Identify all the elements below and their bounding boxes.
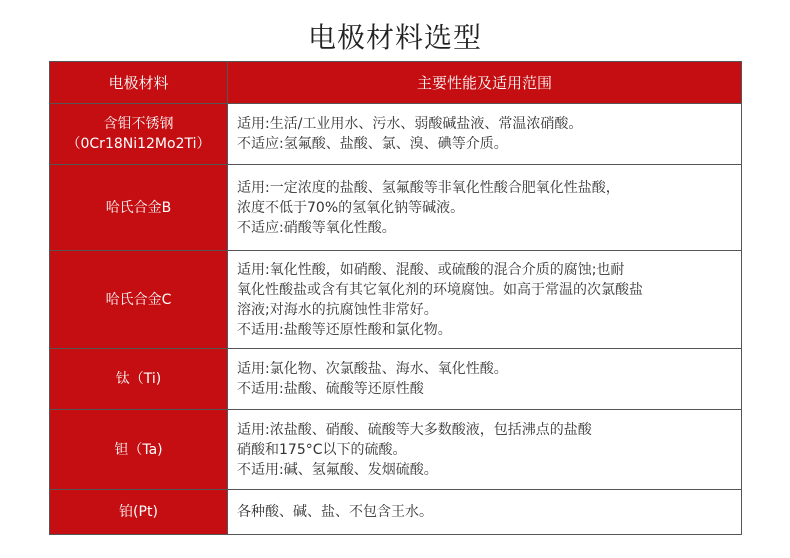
header-material: 电极材料 <box>50 62 228 104</box>
material-cell <box>50 349 228 410</box>
material-name: 钽（Ta) <box>114 441 163 458</box>
table-row <box>50 165 742 251</box>
scope-cell <box>228 410 742 490</box>
scope-line: 不适应:硝酸等氧化性酸。 <box>237 219 396 236</box>
electrode-material-table <box>49 61 742 535</box>
material-name: 含钼不锈钢 <box>103 116 174 132</box>
scope-line: 浓度不低于70%的氢氧化钠等碱液。 <box>237 199 465 216</box>
scope-line: 适用:浓盐酸、硝酸、硫酸等大多数酸液，包括沸点的盐酸 <box>237 421 592 438</box>
scope-line: 不适应:氢氟酸、盐酸、氯、溴、碘等介质。 <box>237 136 508 152</box>
scope-line: 不适用:碱、氢氟酸、发烟硫酸。 <box>237 461 438 478</box>
material-name: 铂(Pt) <box>119 504 158 520</box>
table-row <box>50 410 742 490</box>
material-name: 哈氏合金C <box>105 291 172 308</box>
scope-line: 适用:生活/工业用水、污水、弱酸碱盐液、常温浓硝酸。 <box>237 116 583 132</box>
material-name: 哈氏合金B <box>105 199 172 216</box>
scope-line: 溶液;对海水的抗腐蚀性非常好。 <box>237 301 438 318</box>
material-cell <box>50 490 228 535</box>
scope-cell <box>228 349 742 410</box>
material-grade: （0Cr18Ni12Mo2Ti） <box>66 136 211 152</box>
table-row <box>50 104 742 165</box>
material-cell <box>50 410 228 490</box>
scope-line: 适用:一定浓度的盐酸、氢氟酸等非氧化性酸合肥氧化性盐酸， <box>237 179 620 196</box>
page-title: 电极材料选型 <box>307 21 482 54</box>
scope-line: 适用:氧化性酸，如硝酸、混酸、或硫酸的混合介质的腐蚀;也耐 <box>237 261 625 278</box>
scope-cell <box>228 165 742 251</box>
material-cell <box>50 165 228 251</box>
table-row <box>50 490 742 535</box>
scope-line: 氧化性酸盐或含有其它氧化剂的环境腐蚀。如高于常温的次氯酸盐 <box>237 281 643 298</box>
scope-line: 不适用:盐酸、硫酸等还原性酸 <box>237 381 424 397</box>
scope-line: 不适用:盐酸等还原性酸和氯化物。 <box>237 321 452 338</box>
scope-line: 适用:氯化物、次氯酸盐、海水、氧化性酸。 <box>237 361 508 377</box>
scope-cell <box>228 490 742 535</box>
material-cell <box>50 251 228 349</box>
table-row <box>50 251 742 349</box>
scope-line: 硝酸和175°C以下的硫酸。 <box>237 441 407 458</box>
scope-cell <box>228 104 742 165</box>
scope-line: 各种酸、碱、盐、不包含王水。 <box>237 504 433 520</box>
table-row <box>50 349 742 410</box>
scope-cell <box>228 251 742 349</box>
material-cell <box>50 104 228 165</box>
material-name: 钛（Ti) <box>115 371 162 387</box>
header-scope: 主要性能及适用范围 <box>228 62 742 104</box>
table-header-row <box>50 62 742 104</box>
